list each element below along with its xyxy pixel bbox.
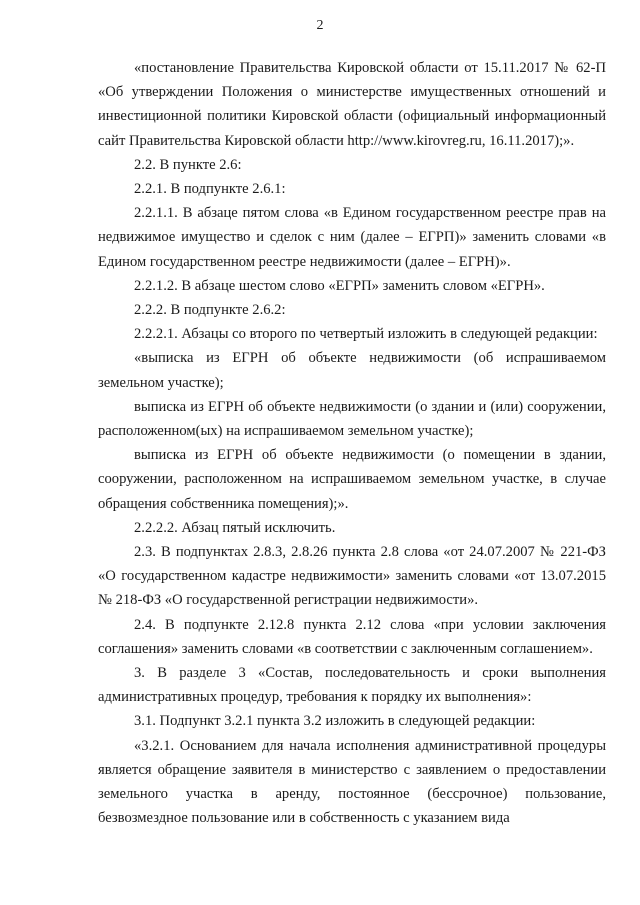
paragraph: 2.2.1.2. В абзаце шестом слово «ЕГРП» заменить словом «ЕГРН». — [134, 277, 545, 294]
paragraph: «постановление Правительства Кировской области от 15.11.2017 № 62-П «Об утверждении Положения о министерстве имущественных отношений и инвестиционной политики Кировской области (официальный информационный сайт Правительства Кировской области http://www.kirovreg.ru, 16.11.2017);». — [98, 60, 606, 149]
paragraph: 2.2.1.1. В абзаце пятом слова «в Едином государственном реестре прав на недвижимое имущество и сделок с ним (далее – ЕГРП)» заменить словами «в Едином государственном реестре недвижимости (далее – ЕГРН)». — [98, 205, 606, 270]
page-number: 2 — [316, 18, 324, 33]
paragraph: 2.2.2.1. Абзацы со второго по четвертый изложить в следующей редакции: — [134, 326, 598, 343]
paragraph: 2.2.2.2. Абзац пятый исключить. — [134, 519, 336, 536]
paragraph: 2.3. В подпунктах 2.8.3, 2.8.26 пункта 2.8 слова «от 24.07.2007 № 221-ФЗ «О государственном кадастре недвижимости» заменить словами «от 13.07.2015 № 218-ФЗ «О государственной регистрации недвижимости». — [98, 544, 606, 609]
paragraph: 3. В разделе 3 «Состав, последовательность и сроки выполнения административных процедур, требования к порядку их выполнения»: — [98, 665, 606, 706]
paragraph: 2.2. В пункте 2.6: — [134, 156, 242, 173]
paragraph: 2.2.2. В подпункте 2.6.2: — [134, 302, 286, 319]
paragraph: 3.1. Подпункт 3.2.1 пункта 3.2 изложить в следующей редакции: — [134, 713, 536, 730]
paragraph: выписка из ЕГРН об объекте недвижимости (о здании и (или) сооружении, расположенном(ых) на испрашиваемом земельном участке); — [98, 398, 606, 440]
paragraph: выписка из ЕГРН об объекте недвижимости (о помещении в здании, сооружении, расположенном на испрашиваемом земельном участке, в случае обращения собственника помещения);». — [98, 447, 606, 512]
document-body — [98, 56, 606, 831]
paragraph: «выписка из ЕГРН об объекте недвижимости (об испрашиваемом земельном участке); — [98, 350, 606, 391]
paragraph: «3.2.1. Основанием для начала исполнения административной процедуры является обращение заявителя в министерство с заявлением о предоставлении земельного участка в аренду, постоянное (бессрочное) пользование, безвозмездное пользование или в собственность с указанием вида — [98, 737, 606, 827]
paragraph: 2.2.1. В подпункте 2.6.1: — [134, 181, 286, 198]
paragraph: 2.4. В подпункте 2.12.8 пункта 2.12 слова «при условии заключения соглашения» заменить словами «в соответствии с заключенным соглашением». — [98, 616, 606, 657]
